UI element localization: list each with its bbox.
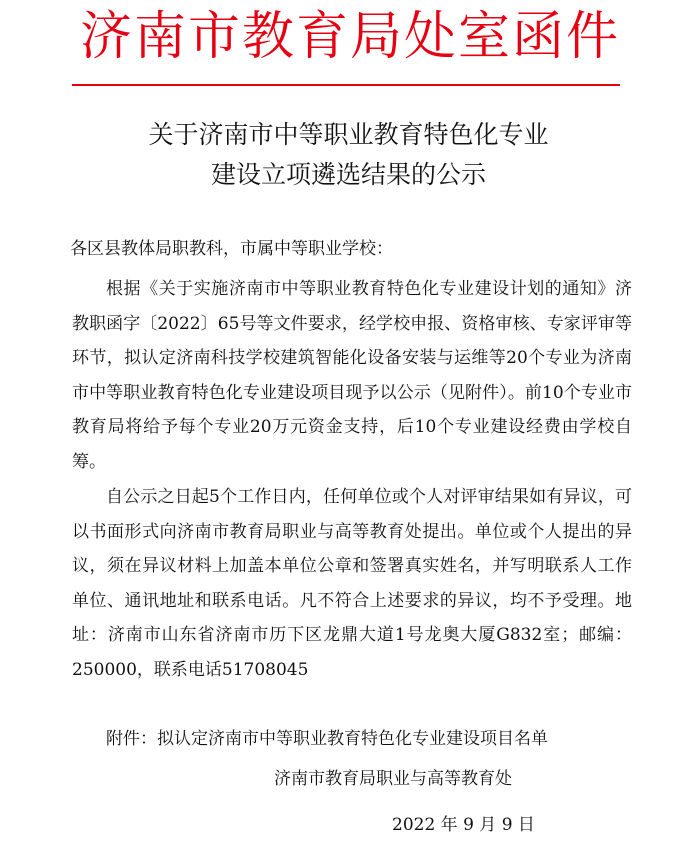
issue-date: 2022 年 9 月 9 日 (392, 815, 535, 835)
body-paragraph-1: 根据《关于实施济南市中等职业教育特色化专业建设计划的通知》济教职函字〔2022〕65号等文件要求，经学校申报、资格审核、专家评审等环节，拟认定济南科技学校建筑智能化设备安装与运维等20个专业为济南市中等职业教育特色化专业建设项目现予以公示（见附件）。前10个专业市教育局将给予每个专业20万元资金支持，后10个专业建设经费由学校自筹。 (72, 279, 632, 472)
letterhead-title: 济南市教育局处室函件 (79, 7, 620, 67)
document-title-line-2: 建设立项遴选结果的公示 (210, 160, 486, 189)
letterhead-divider (72, 84, 620, 86)
body-paragraph-2: 自公示之日起5个工作日内，任何单位或个人对评审结果如有异议，可以书面形式向济南市教育局职业与高等教育处提出。单位或个人提出的异议，须在异议材料上加盖本单位公章和签署真实姓名，并写明联系人工作单位、通讯地址和联系电话。凡不符合上述要求的异议，均不予受理。地址：济南市山东省济南市历下区龙鼎大道1号龙奥大厦G832室；邮编：250000，联系电话51708045 (72, 487, 632, 680)
document-title-line-1: 关于济南市中等职业教育特色化专业 (148, 120, 549, 149)
issuing-office: 济南市教育局职业与高等教育处 (274, 769, 512, 789)
salutation: 各区县教体局职教科，市属中等职业学校： (70, 239, 393, 259)
attachment-note: 附件：拟认定济南市中等职业教育特色化专业建设项目名单 (106, 729, 548, 749)
